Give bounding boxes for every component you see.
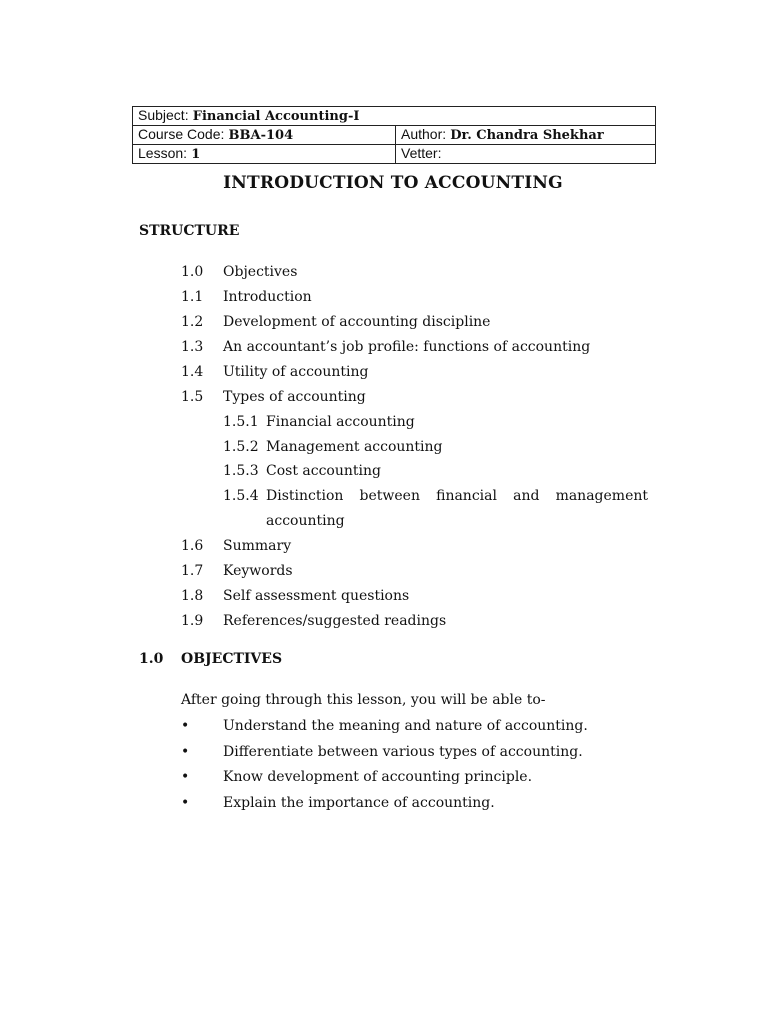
toc-subitem-text: Management accounting <box>266 439 443 455</box>
objective-item: Understand the meaning and nature of accounting. <box>223 718 588 734</box>
course-info-table <box>132 106 656 164</box>
toc-item-text: Keywords <box>223 563 293 579</box>
distinction-word: and <box>513 488 540 504</box>
toc-item-text: Objectives <box>223 264 298 280</box>
toc-item-text: Types of accounting <box>223 389 366 405</box>
lesson-label: Lesson: <box>138 145 188 161</box>
objectives-intro: After going through this lesson, you will be able to- <box>181 692 546 708</box>
toc-item-text: An accountant’s job profile: functions of accounting <box>223 339 591 355</box>
lesson-cell <box>133 145 396 164</box>
subject-label: Subject: <box>138 107 189 123</box>
toc-item-number: 1.7 <box>181 563 204 579</box>
structure-heading: STRUCTURE <box>139 223 240 239</box>
toc-subitem-number: 1.5.3 <box>223 463 259 479</box>
subject-row <box>133 107 656 126</box>
subject-value: Financial Accounting-I <box>192 109 360 124</box>
author-cell <box>396 126 656 145</box>
toc-subitem-text: Financial accounting <box>266 414 415 430</box>
toc-item-number: 1.2 <box>181 314 204 330</box>
bullet-icon: • <box>181 718 190 734</box>
bullet-icon: • <box>181 744 190 760</box>
toc-item-number: 1.9 <box>181 613 204 629</box>
toc-item-text: Utility of accounting <box>223 364 369 380</box>
objectives-heading: OBJECTIVES <box>181 651 283 667</box>
course-code-cell <box>133 126 396 145</box>
course-code-value: BBA-104 <box>228 128 294 143</box>
course-row <box>133 126 656 145</box>
toc-item-number: 1.0 <box>181 264 204 280</box>
vetter-cell <box>396 145 656 164</box>
toc-item-number: 1.1 <box>181 289 204 305</box>
distinction-word: management <box>555 488 648 504</box>
objective-item: Explain the importance of accounting. <box>223 795 495 811</box>
toc-subitem-number: 1.5.4 <box>223 488 259 504</box>
toc-subitem-text: Cost accounting <box>266 463 381 479</box>
toc-item-text: Introduction <box>223 289 312 305</box>
document-title: INTRODUCTION TO ACCOUNTING <box>223 173 563 193</box>
toc-item-number: 1.5 <box>181 389 204 405</box>
toc-item-text: Development of accounting discipline <box>223 314 491 330</box>
toc-item-number: 1.8 <box>181 588 204 604</box>
toc-item-text: Summary <box>223 538 292 554</box>
lesson-value: 1 <box>191 147 201 162</box>
toc-subitem-number: 1.5.2 <box>223 439 259 455</box>
bullet-icon: • <box>181 769 190 785</box>
bullet-icon: • <box>181 795 190 811</box>
toc-subitem-number: 1.5.1 <box>223 414 259 430</box>
distinction-continuation: accounting <box>266 513 345 529</box>
toc-item-number: 1.6 <box>181 538 204 554</box>
distinction-justified-line <box>266 487 648 505</box>
distinction-word: between <box>359 488 420 504</box>
distinction-word: Distinction <box>266 488 344 504</box>
course-code-label: Course Code: <box>138 126 225 142</box>
toc-item-text: References/suggested readings <box>223 613 447 629</box>
toc-item-number: 1.3 <box>181 339 204 355</box>
toc-item-number: 1.4 <box>181 364 204 380</box>
objective-item: Differentiate between various types of accounting. <box>223 744 583 760</box>
toc-item-text: Self assessment questions <box>223 588 410 604</box>
author-label: Author: <box>401 126 447 142</box>
distinction-word: financial <box>436 488 497 504</box>
vetter-label: Vetter: <box>401 145 442 161</box>
subject-cell <box>133 107 656 126</box>
lesson-row <box>133 145 656 164</box>
objective-item: Know development of accounting principle. <box>223 769 533 785</box>
objectives-number: 1.0 <box>139 651 164 667</box>
author-value: Dr. Chandra Shekhar <box>450 128 604 143</box>
